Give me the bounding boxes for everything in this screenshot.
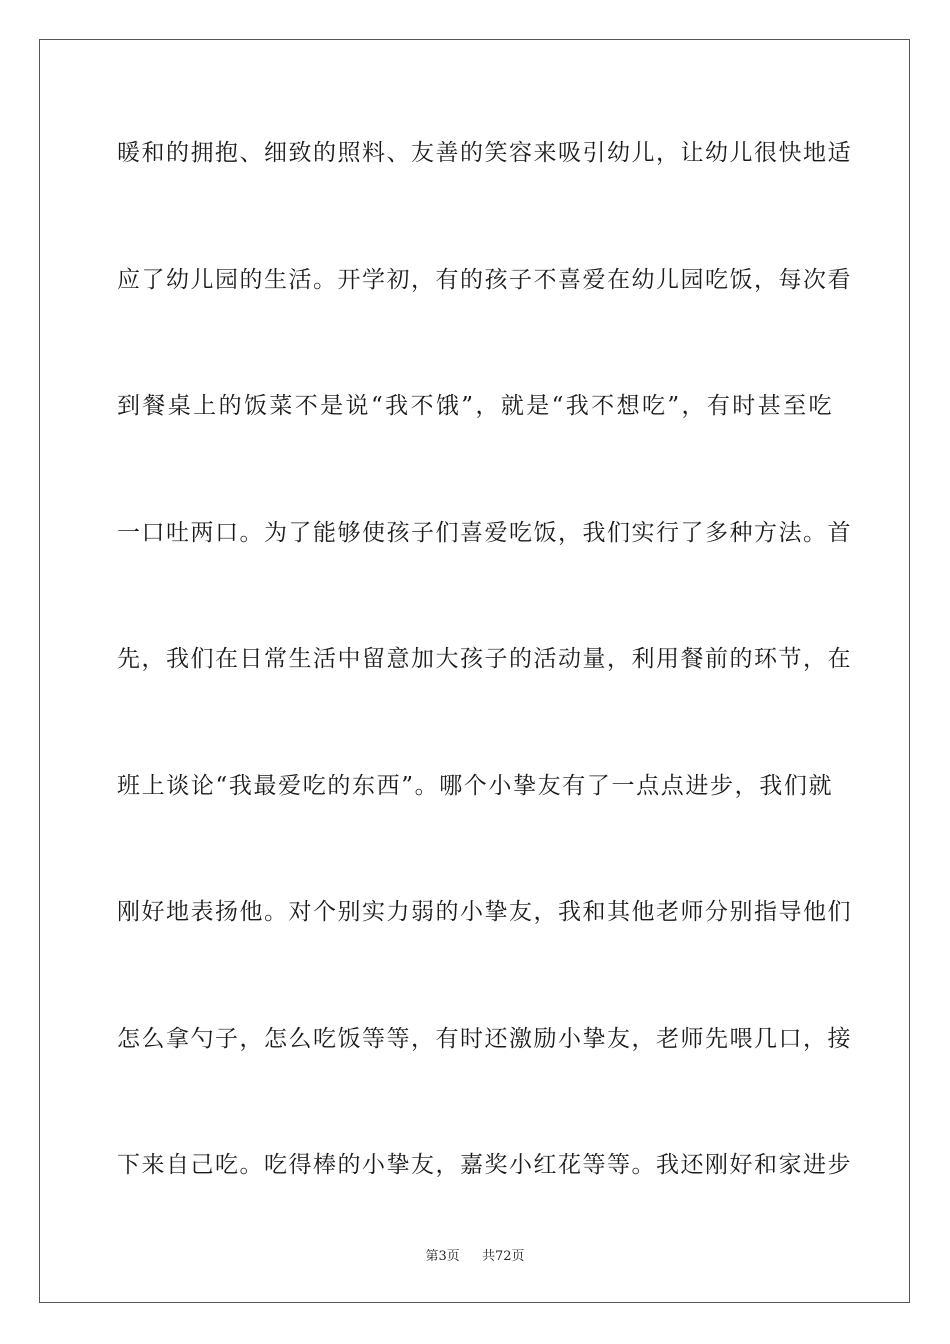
page-total: 共72页 xyxy=(482,1249,525,1264)
text-line: 怎么拿勺子，怎么吃饭等等，有时还激励小挚友，老师先喂几口，接 xyxy=(117,1025,852,1052)
text-line: 到餐桌上的饭菜不是说“我不饿”，就是“我不想吃”，有时甚至吃 xyxy=(117,393,833,419)
text-line: 暖和的拥抱、细致的照料、友善的笑容来吸引幼儿，让幼儿很快地适 xyxy=(117,140,852,166)
page-number: 第3页 xyxy=(425,1249,460,1264)
text-line: 一口吐两口。为了能够使孩子们喜爱吃饭，我们实行了多种方法。首 xyxy=(117,519,852,546)
text-line: 应了幼儿园的生活。开学初，有的孩子不喜爱在幼儿园吃饭，每次看 xyxy=(117,266,852,293)
text-line: 班上谈论“我最爱吃的东西”。哪个小挚友有了一点点进步，我们就 xyxy=(117,772,833,799)
text-line: 刚好地表扬他。对个别实力弱的小挚友，我和其他老师分别指导他们 xyxy=(117,899,852,925)
document-body xyxy=(117,126,852,1265)
page-footer xyxy=(0,1245,950,1264)
text-line: 先，我们在日常生活中留意加大孩子的活动量，利用餐前的环节，在 xyxy=(117,646,852,672)
text-line: 下来自己吃。吃得棒的小挚友，嘉奖小红花等等。我还刚好和家进步 xyxy=(117,1152,852,1178)
